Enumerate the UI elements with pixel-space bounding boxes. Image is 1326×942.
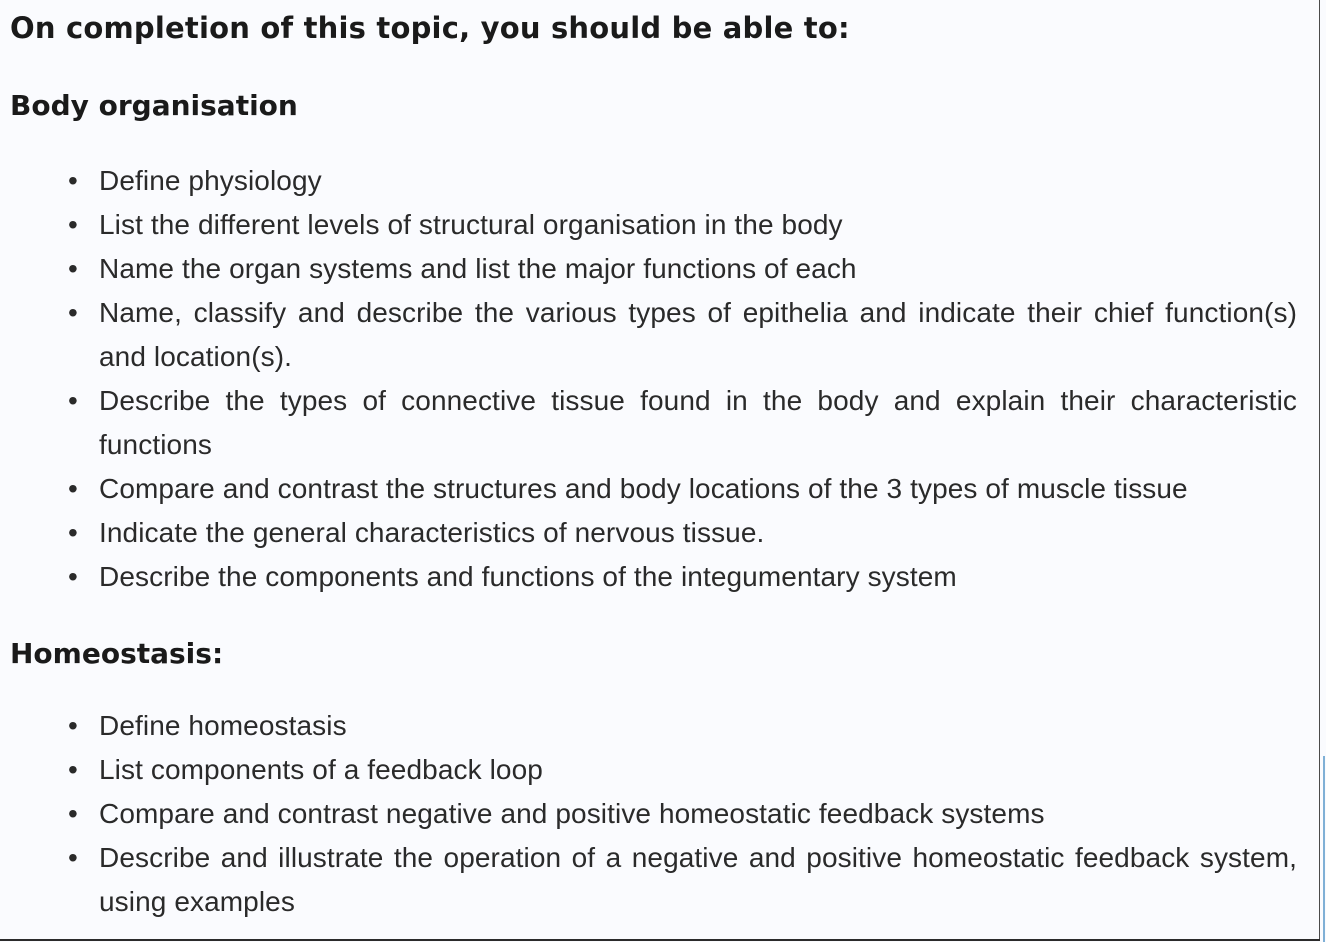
list-item-text: Compare and contrast the structures and body locations of the 3 types of muscle tissue <box>99 473 1188 504</box>
bullet-icon: • <box>68 798 78 829</box>
list-item <box>68 555 1297 599</box>
list-item <box>68 704 1297 748</box>
frame-bottom-border <box>0 939 1320 941</box>
list-item-text: Describe the components and functions of the integumentary system <box>99 561 957 592</box>
section-heading-homeostasis: Homeostasis: <box>10 637 224 670</box>
list-item-text: Name, classify and describe the various types of epithelia and indicate their chief function(s) and location(s). <box>99 297 1297 372</box>
bullet-icon: • <box>68 754 78 785</box>
list-item-text: List components of a feedback loop <box>99 754 543 785</box>
bullet-icon: • <box>68 297 78 328</box>
bullet-icon: • <box>68 710 78 741</box>
bullet-icon: • <box>68 165 78 196</box>
list-item-text: Name the organ systems and list the major functions of each <box>99 253 857 284</box>
bullet-icon: • <box>68 517 78 548</box>
intro-heading: On completion of this topic, you should be able to: <box>10 11 850 45</box>
list-item <box>68 836 1297 924</box>
frame-right-border <box>1319 0 1320 940</box>
bullet-icon: • <box>68 385 78 416</box>
bullet-icon: • <box>68 473 78 504</box>
list-item <box>68 159 1297 203</box>
list-item-text: Define physiology <box>99 165 322 196</box>
list-item <box>68 247 1297 291</box>
list-item-text: List the different levels of structural organisation in the body <box>99 209 843 240</box>
section-heading-body-organisation: Body organisation <box>10 89 298 122</box>
list-item <box>68 291 1297 379</box>
bullet-icon: • <box>68 561 78 592</box>
list-item-text: Describe and illustrate the operation of a negative and positive homeostatic feedback system, using examples <box>99 842 1297 917</box>
bullet-icon: • <box>68 253 78 284</box>
bullet-icon: • <box>68 842 78 873</box>
list-item <box>68 792 1297 836</box>
scrollbar-accent <box>1323 756 1325 942</box>
list-item <box>68 748 1297 792</box>
homeostasis-list <box>10 704 1297 924</box>
list-item-text: Define homeostasis <box>99 710 347 741</box>
list-item-text: Describe the types of connective tissue found in the body and explain their characteristic functions <box>99 385 1297 460</box>
body-organisation-list <box>10 159 1297 599</box>
list-item <box>68 467 1297 511</box>
list-item-text: Indicate the general characteristics of nervous tissue. <box>99 517 765 548</box>
list-item-text: Compare and contrast negative and positive homeostatic feedback systems <box>99 798 1045 829</box>
list-item <box>68 511 1297 555</box>
list-item <box>68 203 1297 247</box>
list-item <box>68 379 1297 467</box>
bullet-icon: • <box>68 209 78 240</box>
